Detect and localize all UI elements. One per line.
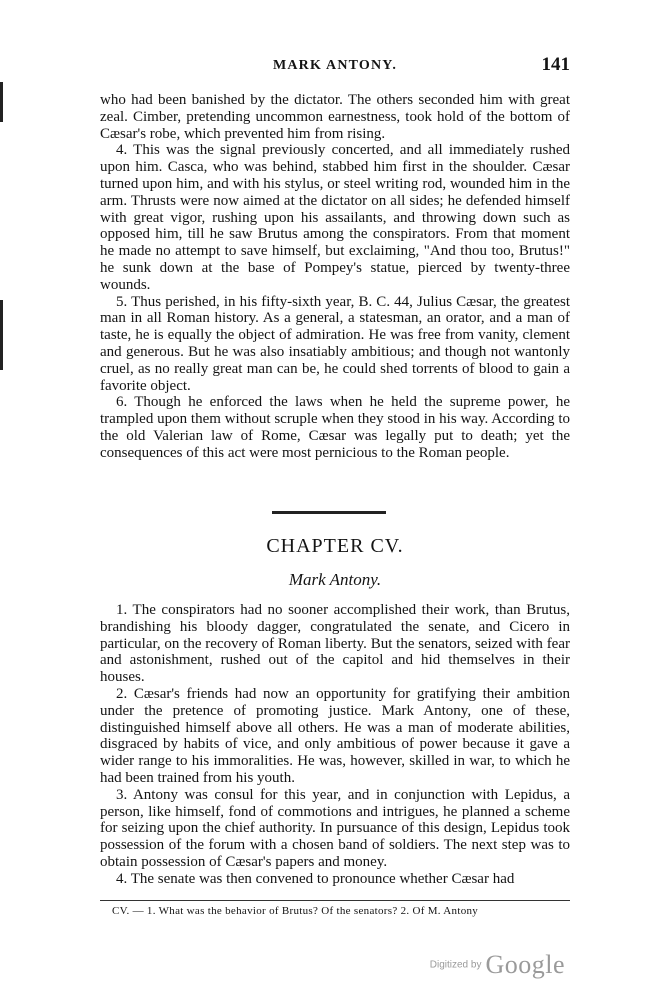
page-edge-mark: [0, 82, 3, 122]
paragraph: 3. Antony was consul for this year, and in conjunction with Lepidus, a person, like himself, fond of commotions and intrigues, he planned a scheme for seizing upon the chief authority. In pursuance of this design, Lepidus took possession of the forum with a chosen band of soldiers. The next step was to obtain possession of Cæsar's papers and money.: [100, 786, 570, 870]
chapter-title: CHAPTER CV.: [266, 535, 404, 557]
paragraph: 2. Cæsar's friends had now an opportunity for gratifying their ambition under the pretence of promoting justice. Mark Antony, one of these, distinguished himself above all others. He was a man of moderate abilities, disgraced by habits of vice, and only ambitious of power because it gave a wider range to his immoralities. He was, however, skilled in war, to which he had been trained from his youth.: [100, 685, 570, 786]
footnote-divider: [100, 900, 570, 901]
section-divider: [272, 511, 386, 514]
paragraph: 4. This was the signal previously concerted, and all immediately rushed upon him. Casca, who was behind, stabbed him first in the shoulder. Cæsar turned upon him, and with his stylus, or steel writing rod, wounded him in the arm. Thrusts were now aimed at the dictator on all sides; he defended himself with great vigor, rushing upon his assailants, and throwing down such as opposed him, till he saw Brutus among the conspirators. From that moment he made no attempt to save himself, but exclaiming, "And thou too, Brutus!" he sunk down at the base of Pompey's statue, pierced by twenty-three wounds.: [100, 142, 570, 293]
digitized-watermark: [430, 950, 565, 980]
page-edge-mark: [0, 300, 3, 370]
paragraph: 6. Though he enforced the laws when he held the supreme power, he trampled upon them without scruple when they stood in his way. According to the old Valerian law of Rome, Cæsar was legally put to death; yet the consequences of this act were most pernicious to the Roman people.: [100, 394, 570, 461]
page-header: [100, 54, 570, 78]
paragraph: who had been banished by the dictator. The others seconded him with great zeal. Cimber, pretending uncommon earnestness, took hold of the bottom of Cæsar's robe, which prevented him from rising.: [100, 92, 570, 142]
page-number: 141: [541, 54, 570, 75]
paragraph: 4. The senate was then convened to pronounce whether Cæsar had: [116, 870, 515, 887]
text-block-chapter: [100, 602, 570, 888]
google-logo: Google: [485, 950, 565, 979]
paragraph: 5. Thus perished, in his fifty-sixth year, B. C. 44, Julius Cæsar, the greatest man in all Roman history. As a general, a statesman, an orator, and a man of taste, he is equally the object of admiration. He was free from vanity, clement and generous. But he was also insatiably ambitious; and though not wantonly cruel, as no really great man can be, he could shed torrents of blood to gain a favorite object.: [100, 293, 570, 394]
paragraph: 1. The conspirators had no sooner accomplished their work, than Brutus, brandishing his bloody dagger, congratulated the senate, and Cicero in particular, on the recovery of Roman liberty. But the senators, seized with fear and astonishment, rushed out of the capitol and hid themselves in their houses.: [100, 602, 570, 686]
running-title: MARK ANTONY.: [272, 58, 398, 73]
chapter-subtitle: Mark Antony.: [288, 570, 382, 589]
watermark-prefix: Digitized by: [429, 959, 482, 971]
text-block-continuation: [100, 92, 570, 462]
footnote-questions: CV. — 1. What was the behavior of Brutus? Of the senators? 2. Of M. Antony: [112, 905, 479, 917]
